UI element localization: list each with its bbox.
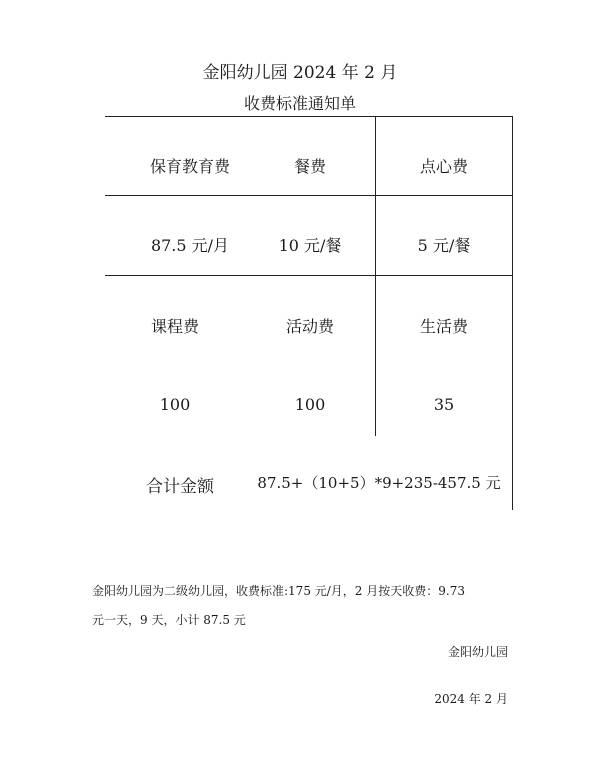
header-cell-snack-fee: 点心费 <box>419 157 468 176</box>
table-right-border <box>512 116 513 510</box>
fee-note-line-2: 元一天，9 天，小计 87.5 元 <box>92 613 246 627</box>
fee-note-line-1: 金阳幼儿园为二级幼儿园，收费标准:175 元/月，2 月按天收费：9.73 <box>92 584 465 598</box>
notice-subtitle: 收费标准通知单 <box>243 94 356 113</box>
header-cell-activity-fee: 活动费 <box>285 317 334 336</box>
table-row-divider <box>105 275 513 276</box>
value-cell-activity-fee: 100 <box>294 395 326 414</box>
value-cell-course-fee: 100 <box>159 395 191 414</box>
header-cell-care-education-fee: 保育教育费 <box>149 157 230 176</box>
value-cell-care-education-fee: 87.5 元/月 <box>150 236 230 255</box>
value-cell-meal-fee: 10 元/餐 <box>278 236 342 255</box>
table-row-divider <box>105 195 513 196</box>
header-cell-meal-fee: 餐费 <box>293 157 326 176</box>
signature-date: 2024 年 2 月 <box>434 692 508 706</box>
header-cell-living-fee: 生活费 <box>419 317 468 336</box>
value-cell-living-fee: 35 <box>433 395 455 414</box>
notice-title: 金阳幼儿园 2024 年 2 月 <box>202 63 398 83</box>
header-cell-course-fee: 课程费 <box>150 317 199 336</box>
signature-org: 金阳幼儿园 <box>447 645 508 659</box>
value-cell-snack-fee: 5 元/餐 <box>417 236 471 255</box>
table-top-border <box>105 116 513 117</box>
total-value: 87.5+（10+5）*9+235-457.5 元 <box>257 474 501 492</box>
total-label: 合计金额 <box>146 477 214 497</box>
